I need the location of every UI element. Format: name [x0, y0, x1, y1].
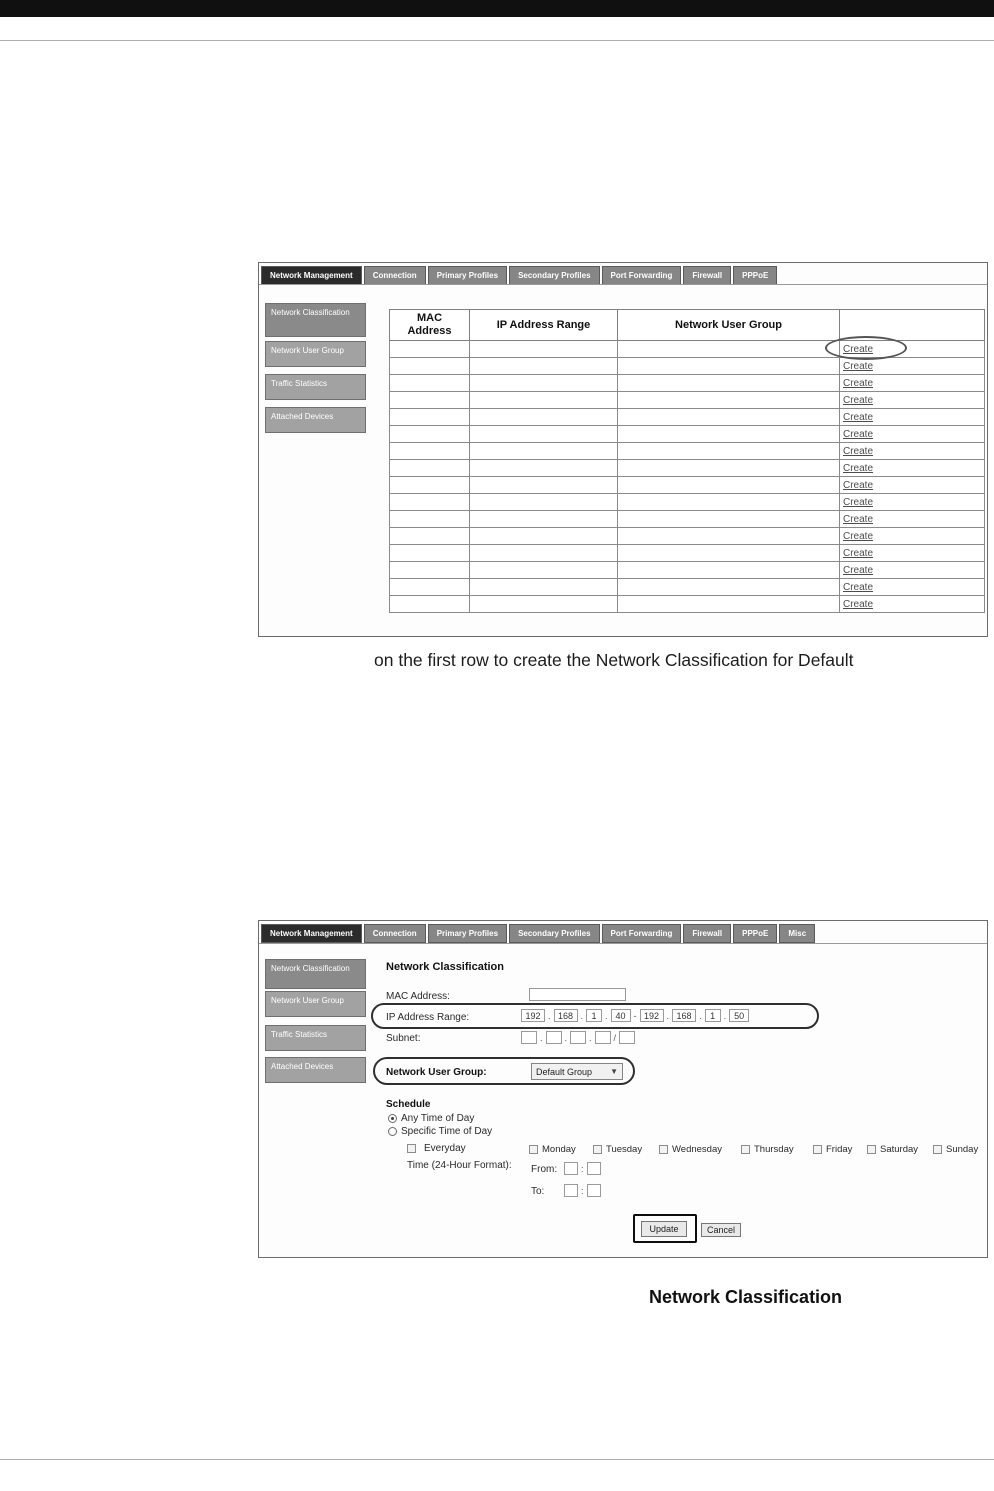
- tab-primary-profiles[interactable]: Primary Profiles: [428, 266, 507, 285]
- empty-cell: [470, 494, 618, 511]
- chevron-down-icon: ▼: [610, 1067, 618, 1076]
- tab-secondary-profiles[interactable]: Secondary Profiles: [509, 266, 599, 285]
- separator: -: [633, 1010, 637, 1021]
- update-button[interactable]: Update: [641, 1221, 687, 1237]
- page-top-black-bar: [0, 0, 994, 17]
- tab-connection[interactable]: Connection: [364, 266, 426, 285]
- time-from-minute-field[interactable]: [587, 1162, 601, 1175]
- empty-cell: [618, 460, 840, 477]
- sidebar-item-network-user-group[interactable]: Network User Group: [265, 341, 366, 367]
- create-link[interactable]: Create: [843, 581, 874, 593]
- table-row: [390, 358, 985, 375]
- create-link[interactable]: Create: [843, 479, 874, 491]
- sidebar-item-network-classification[interactable]: Network Classification: [265, 303, 366, 337]
- empty-cell: [618, 596, 840, 613]
- separator: .: [666, 1010, 670, 1021]
- empty-cell: [390, 528, 470, 545]
- day-label: Wednesday: [672, 1144, 722, 1155]
- tab-bar-divider: [259, 284, 987, 285]
- action-cell: [840, 426, 985, 443]
- action-cell: [840, 392, 985, 409]
- caption-first-screenshot: on the first row to create the Network Classification for Default: [374, 650, 854, 670]
- empty-cell: [390, 426, 470, 443]
- checkbox-icon[interactable]: [867, 1145, 876, 1154]
- table-row: [390, 511, 985, 528]
- everyday-label: Everyday: [424, 1143, 466, 1154]
- empty-cell: [618, 409, 840, 426]
- empty-cell: [470, 392, 618, 409]
- checkbox-icon[interactable]: [593, 1145, 602, 1154]
- table-row: [390, 375, 985, 392]
- action-cell: [840, 477, 985, 494]
- time-to-label: To:: [531, 1186, 545, 1197]
- create-link[interactable]: Create: [843, 530, 874, 542]
- empty-cell: [470, 460, 618, 477]
- sidebar-item-traffic-statistics[interactable]: Traffic Statistics: [265, 1025, 366, 1051]
- tab-bar: [261, 924, 815, 943]
- checkbox-icon[interactable]: [813, 1145, 822, 1154]
- day-label: Tuesday: [606, 1144, 643, 1155]
- action-cell: [840, 460, 985, 477]
- tab-bar-divider: [259, 943, 987, 944]
- empty-cell: [390, 545, 470, 562]
- empty-cell: [470, 511, 618, 528]
- mac-address-label: MAC Address:: [386, 991, 450, 1002]
- time-to-minute-field[interactable]: [587, 1184, 601, 1197]
- ip-from-octet-1[interactable]: 192: [521, 1009, 545, 1022]
- action-cell: [840, 579, 985, 596]
- create-link[interactable]: Create: [843, 428, 874, 440]
- empty-cell: [618, 358, 840, 375]
- ip-to-octet-1[interactable]: 192: [640, 1009, 664, 1022]
- annotation-oval-ip-range: [371, 1003, 819, 1029]
- create-link[interactable]: Create: [843, 564, 874, 576]
- table-row: [390, 596, 985, 613]
- checkbox-icon[interactable]: [659, 1145, 668, 1154]
- tab-misc[interactable]: Misc: [779, 924, 815, 943]
- action-cell: [840, 494, 985, 511]
- create-link[interactable]: Create: [843, 411, 874, 423]
- empty-cell: [618, 494, 840, 511]
- sidebar-item-attached-devices[interactable]: Attached Devices: [265, 407, 366, 433]
- separator: .: [548, 1010, 551, 1021]
- empty-cell: [618, 443, 840, 460]
- empty-cell: [618, 562, 840, 579]
- subnet-octet-3[interactable]: [570, 1031, 586, 1044]
- empty-cell: [470, 528, 618, 545]
- table-row: [390, 443, 985, 460]
- empty-cell: [390, 596, 470, 613]
- checkbox-icon[interactable]: [933, 1145, 942, 1154]
- separator: .: [540, 1032, 543, 1043]
- time-to-hour-field[interactable]: [564, 1184, 578, 1197]
- separator: :: [581, 1185, 584, 1196]
- action-cell: [840, 528, 985, 545]
- empty-cell: [618, 579, 840, 596]
- divider-top: [0, 40, 994, 41]
- selected-group-value: Default Group: [536, 1066, 593, 1077]
- action-cell: [840, 562, 985, 579]
- ip-to-octet-4[interactable]: 50: [729, 1009, 749, 1022]
- empty-cell: [618, 545, 840, 562]
- tab-network-management[interactable]: Network Management: [261, 924, 362, 943]
- table-row: [390, 579, 985, 596]
- weekday-checkbox-row: [259, 1144, 988, 1156]
- table-row: [390, 562, 985, 579]
- create-link[interactable]: Create: [843, 496, 874, 508]
- radio-specific-time-of-day[interactable]: [388, 1126, 492, 1137]
- annotation-box-update: [633, 1214, 697, 1243]
- action-cell: [840, 545, 985, 562]
- create-link[interactable]: Create: [843, 513, 874, 525]
- table-row: [390, 477, 985, 494]
- time-to-fields: [564, 1184, 601, 1197]
- separator: :: [581, 1163, 584, 1174]
- sidebar-item-traffic-statistics[interactable]: Traffic Statistics: [265, 374, 366, 400]
- tab-pppoe[interactable]: PPPoE: [733, 924, 777, 943]
- table-row: [390, 528, 985, 545]
- tab-network-management[interactable]: Network Management: [261, 266, 362, 285]
- empty-cell: [470, 409, 618, 426]
- cancel-button[interactable]: Cancel: [701, 1223, 741, 1237]
- empty-cell: [470, 596, 618, 613]
- caption-second-screenshot: Network Classification: [649, 1287, 843, 1307]
- create-link[interactable]: Create: [843, 360, 874, 372]
- empty-cell: [470, 358, 618, 375]
- empty-cell: [390, 443, 470, 460]
- mac-address-input[interactable]: [529, 988, 626, 1001]
- table-row: [390, 460, 985, 477]
- day-label: Monday: [542, 1144, 576, 1155]
- empty-cell: [390, 358, 470, 375]
- action-cell: [840, 511, 985, 528]
- separator: .: [580, 1010, 584, 1021]
- subnet-octet-1[interactable]: [521, 1031, 537, 1044]
- create-link[interactable]: Create: [843, 547, 874, 559]
- table-row: [390, 494, 985, 511]
- separator: /: [613, 1032, 617, 1043]
- ip-from-octet-3[interactable]: 1: [586, 1009, 602, 1022]
- create-link[interactable]: Create: [843, 598, 874, 610]
- empty-cell: [618, 375, 840, 392]
- table-row: [390, 545, 985, 562]
- ip-from-octet-2[interactable]: 168: [554, 1009, 578, 1022]
- empty-cell: [618, 511, 840, 528]
- empty-cell: [390, 494, 470, 511]
- day-label: Thursday: [754, 1144, 794, 1155]
- time-format-label: Time (24-Hour Format):: [407, 1160, 512, 1171]
- tab-firewall[interactable]: Firewall: [683, 924, 731, 943]
- time-from-label: From:: [531, 1164, 558, 1175]
- tab-port-forwarding[interactable]: Port Forwarding: [602, 266, 682, 285]
- empty-cell: [470, 443, 618, 460]
- separator: .: [589, 1032, 592, 1043]
- empty-cell: [390, 477, 470, 494]
- tab-primary-profiles[interactable]: Primary Profiles: [428, 924, 507, 943]
- tab-firewall[interactable]: Firewall: [683, 266, 731, 285]
- day-label: Sunday: [946, 1144, 979, 1155]
- subnet-label: Subnet:: [386, 1033, 421, 1044]
- sidebar-item-network-user-group[interactable]: Network User Group: [265, 991, 366, 1017]
- empty-cell: [470, 375, 618, 392]
- tab-bar: [261, 266, 777, 285]
- empty-cell: [470, 477, 618, 494]
- empty-cell: [470, 545, 618, 562]
- empty-cell: [390, 511, 470, 528]
- table-header-row: [390, 310, 985, 341]
- schedule-title: Schedule: [386, 1099, 431, 1110]
- checkbox-thursday[interactable]: [741, 1144, 794, 1155]
- empty-cell: [390, 375, 470, 392]
- ip-to-octet-2[interactable]: 168: [672, 1009, 696, 1022]
- radio-selected-icon[interactable]: [388, 1114, 397, 1123]
- tab-port-forwarding[interactable]: Port Forwarding: [602, 924, 682, 943]
- screenshot-network-classification-list: [258, 262, 988, 637]
- empty-cell: [390, 562, 470, 579]
- table-row: [390, 426, 985, 443]
- time-from-hour-field[interactable]: [564, 1162, 578, 1175]
- checkbox-sunday[interactable]: [933, 1144, 978, 1155]
- annotation-oval-user-group: [373, 1057, 635, 1085]
- sidebar-item-network-classification[interactable]: Network Classification: [265, 959, 366, 989]
- tab-connection[interactable]: Connection: [364, 924, 426, 943]
- subnet-octet-4[interactable]: [595, 1031, 611, 1044]
- checkbox-friday[interactable]: [813, 1144, 852, 1155]
- separator: .: [605, 1010, 608, 1021]
- column-header-ip-address-range: IP Address Range: [470, 310, 618, 341]
- empty-cell: [618, 426, 840, 443]
- radio-unselected-icon[interactable]: [388, 1127, 397, 1136]
- sidebar-item-attached-devices[interactable]: Attached Devices: [265, 1057, 366, 1083]
- create-link[interactable]: Create: [843, 462, 874, 474]
- radio-label: Specific Time of Day: [401, 1126, 493, 1137]
- tab-pppoe[interactable]: PPPoE: [733, 266, 777, 285]
- subnet-fields: [521, 1031, 635, 1044]
- separator: .: [699, 1010, 702, 1021]
- divider-bottom: [0, 1459, 994, 1460]
- day-label: Saturday: [880, 1144, 919, 1155]
- empty-cell: [390, 409, 470, 426]
- checkbox-tuesday[interactable]: [593, 1144, 642, 1155]
- checkbox-monday[interactable]: [529, 1144, 576, 1155]
- screenshot-network-classification-form: [258, 920, 988, 1258]
- annotation-circle-first-create: [825, 336, 907, 360]
- action-cell: [840, 443, 985, 460]
- checkbox-wednesday[interactable]: [659, 1144, 722, 1155]
- create-link[interactable]: Create: [843, 343, 874, 355]
- action-cell: [840, 358, 985, 375]
- table-row: [390, 392, 985, 409]
- subnet-mask-field[interactable]: [619, 1031, 635, 1044]
- empty-cell: [618, 341, 840, 358]
- column-header-network-user-group: Network User Group: [618, 310, 840, 341]
- radio-label: Any Time of Day: [401, 1113, 475, 1124]
- action-cell: [840, 375, 985, 392]
- empty-cell: [390, 579, 470, 596]
- form-title: Network Classification: [386, 961, 504, 973]
- subnet-octet-2[interactable]: [546, 1031, 562, 1044]
- separator: .: [564, 1032, 568, 1043]
- column-header-mac-address: MAC Address: [390, 310, 470, 341]
- empty-cell: [470, 341, 618, 358]
- checkbox-saturday[interactable]: [867, 1144, 918, 1155]
- radio-any-time-of-day[interactable]: [388, 1113, 474, 1124]
- empty-cell: [618, 477, 840, 494]
- empty-cell: [470, 562, 618, 579]
- action-cell: [840, 409, 985, 426]
- time-from-fields: [564, 1162, 601, 1175]
- table-row: [390, 409, 985, 426]
- empty-cell: [390, 460, 470, 477]
- checkbox-icon[interactable]: [741, 1145, 750, 1154]
- create-link[interactable]: Create: [843, 445, 874, 457]
- separator: .: [723, 1010, 727, 1021]
- empty-cell: [618, 392, 840, 409]
- create-link[interactable]: Create: [843, 377, 874, 389]
- action-cell: [840, 596, 985, 613]
- empty-cell: [390, 392, 470, 409]
- empty-cell: [470, 426, 618, 443]
- empty-cell: [470, 579, 618, 596]
- create-link[interactable]: Create: [843, 394, 874, 406]
- network-user-group-label: Network User Group:: [386, 1067, 487, 1078]
- empty-cell: [390, 341, 470, 358]
- ip-from-octet-4[interactable]: 40: [611, 1009, 631, 1022]
- checkbox-icon[interactable]: [529, 1145, 538, 1154]
- ip-range-label: IP Address Range:: [386, 1012, 470, 1023]
- ip-to-octet-3[interactable]: 1: [705, 1009, 721, 1022]
- tab-secondary-profiles[interactable]: Secondary Profiles: [509, 924, 599, 943]
- empty-cell: [618, 528, 840, 545]
- day-label: Friday: [826, 1144, 853, 1155]
